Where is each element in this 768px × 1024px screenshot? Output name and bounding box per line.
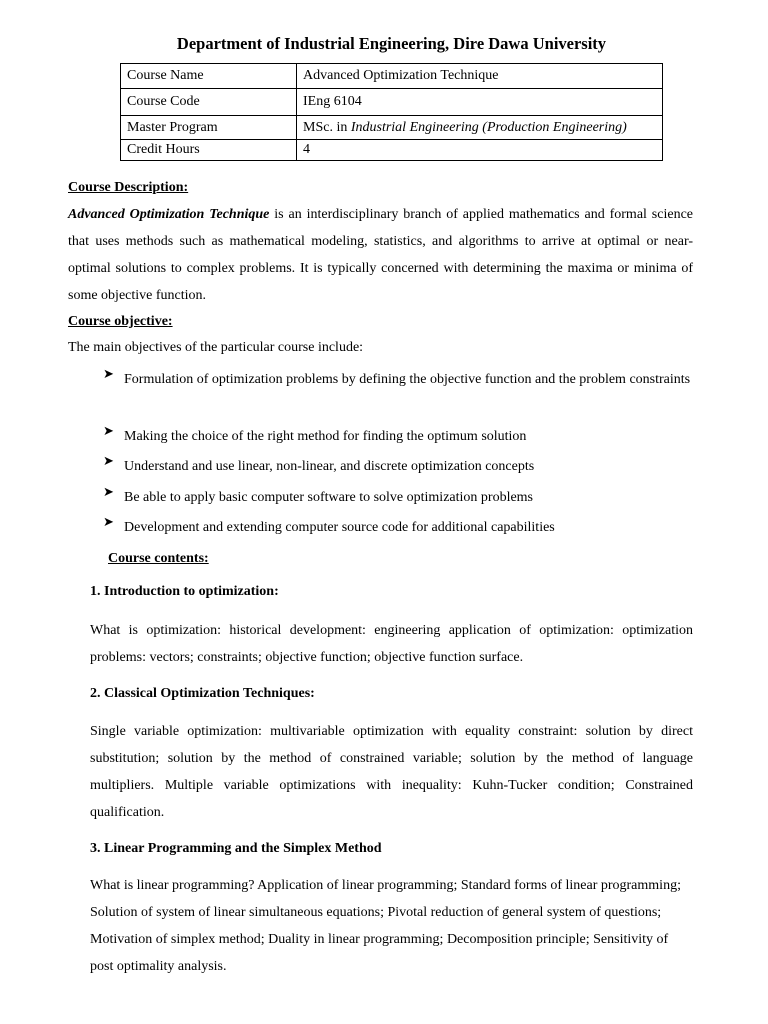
arrow-bullet-icon: ➤	[103, 484, 114, 499]
arrow-bullet-icon: ➤	[103, 423, 114, 438]
section-body: Single variable optimization: multivariable optimization with equality constraint: solution by direct substitution; solution by the method of constrained variable; solution by the method of language multipliers. Multiple variable optimizations with inequality: Kuhn-Tucker condition; Constrained qualification.	[90, 724, 693, 820]
table-row	[121, 64, 663, 89]
objective-item: Development and extending computer source code for additional capabilities	[124, 520, 555, 535]
objective-item: Formulation of optimization problems by defining the objective function and the problem constraints	[124, 372, 691, 387]
program-label: Master Program	[121, 116, 297, 140]
objective-item: Making the choice of the right method for finding the optimum solution	[124, 429, 527, 444]
contents-heading: Course contents:	[108, 551, 209, 566]
course-code-label: Course Code	[121, 89, 297, 116]
program-prefix: MSc. in	[303, 119, 351, 135]
description-lead: Advanced Optimization Technique	[68, 207, 270, 222]
course-info-table	[120, 63, 663, 161]
objective-item: Be able to apply basic computer software to solve optimization problems	[124, 490, 534, 505]
section-body: What is linear programming? Application of linear programming; Standard forms of linear programming; Solution of system of linear simultaneous equations; Pivotal reduction of general system of questions; Motivation of simplex method; Duality in linear programming; Decomposition principle; Sensitivity of post optimality analysis.	[90, 878, 681, 974]
credit-hours-value: 4	[297, 140, 663, 161]
table-row	[121, 89, 663, 116]
credit-hours-label: Credit Hours	[121, 140, 297, 161]
objective-item: Understand and use linear, non-linear, and discrete optimization concepts	[124, 459, 535, 474]
program-cell	[297, 116, 663, 140]
page-title: Department of Industrial Engineering, Dire Dawa University	[176, 34, 607, 53]
table-row	[121, 116, 663, 140]
description-heading: Course Description:	[68, 180, 189, 195]
objective-intro: The main objectives of the particular course include:	[68, 340, 364, 355]
course-code-value: IEng 6104	[297, 89, 663, 116]
description-text: is an interdisciplinary branch of applied mathematics and formal science that uses methods such as mathematical modeling, statistics, and algorithms to arrive at optimal or near-optimal solutions to complex problems. It is typically concerned with determining the maxima or minima of some objective function.	[68, 207, 693, 303]
section-title: 2. Classical Optimization Techniques:	[90, 686, 315, 701]
table-row	[121, 140, 663, 161]
section-title: 1. Introduction to optimization:	[90, 584, 279, 599]
objective-heading: Course objective:	[68, 314, 173, 329]
description-paragraph	[68, 201, 693, 309]
arrow-bullet-icon: ➤	[103, 366, 114, 381]
course-name-value: Advanced Optimization Technique	[297, 64, 663, 89]
arrow-bullet-icon: ➤	[103, 453, 114, 468]
section-body: What is optimization: historical development: engineering application of optimization: optimization problems: vectors; constraints; objective function; objective function surface.	[90, 623, 693, 665]
program-value: Industrial Engineering (Production Engineering)	[350, 119, 627, 135]
course-name-label: Course Name	[121, 64, 297, 89]
arrow-bullet-icon: ➤	[103, 514, 114, 529]
section-title: 3. Linear Programming and the Simplex Method	[90, 841, 382, 856]
